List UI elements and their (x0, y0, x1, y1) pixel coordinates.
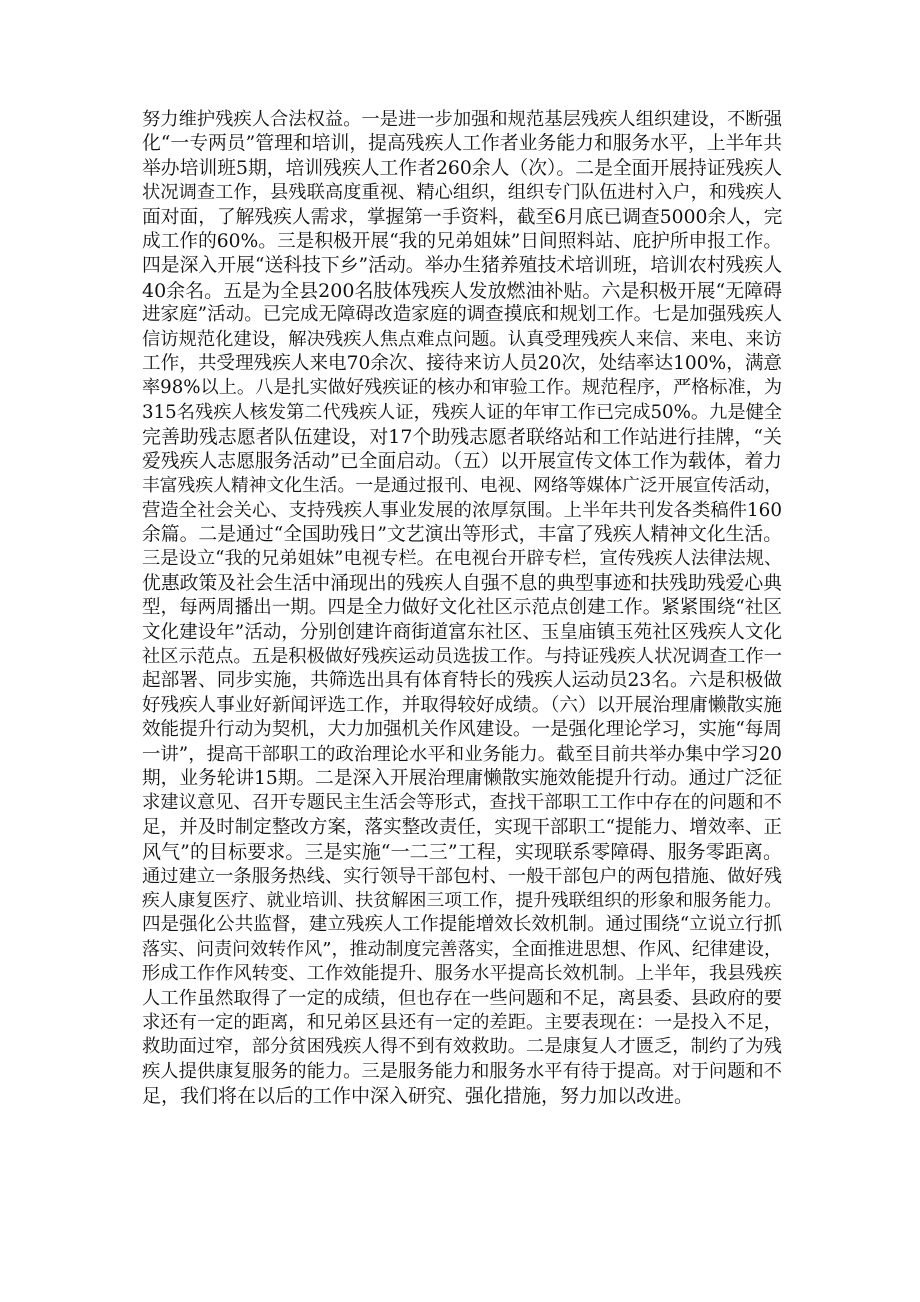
text-line: 丰富残疾人精神文化生活。一是通过报刊、电视、网络等媒体广泛开展宣传活动， (142, 475, 782, 497)
text-line: 型，每两周播出一期。四是全力做好文化社区示范点创建工作。紧紧围绕“社区 (142, 597, 782, 619)
text-line: 率98%以上。八是扎实做好残疾证的核办和审验工作。规范程序，严格标准，为 (142, 377, 782, 399)
text-line: 化“一专两员”管理和培训，提高残疾人工作者业务能力和服务水平，上半年共 (142, 133, 782, 155)
text-line: 优惠政策及社会生活中涌现出的残疾人自强不息的典型事迹和扶残助残爱心典 (142, 572, 782, 594)
text-line: 起部署、同步实施，共筛选出具有体育特长的残疾人运动员23名。六是积极做 (142, 670, 782, 692)
text-line: 四是深入开展“送科技下乡”活动。举办生猪养殖技术培训班，培训农村残疾人 (142, 255, 782, 277)
text-line: 通过建立一条服务热线、实行领导干部包村、一般干部包户的两包措施、做好残 (142, 865, 782, 887)
text-line: 文化建设年”活动，分别创建许商街道富东社区、玉皇庙镇玉苑社区残疾人文化 (142, 621, 782, 643)
text-line: 面对面，了解残疾人需求，掌握第一手资料，截至6月底已调查5000余人，完 (142, 206, 782, 228)
text-line: 好残疾人事业好新闻评选工作，并取得较好成绩。（六）以开展治理庸懒散实施 (142, 694, 782, 716)
text-line: 风气”的目标要求。三是实施“一二三”工程，实现联系零障碍、服务零距离。 (142, 841, 782, 864)
text-line: 形成工作作风转变、工作效能提升、服务水平提高长效机制。上半年，我县残疾 (142, 963, 782, 985)
text-line: 救助面过窄，部分贫困残疾人得不到有效救助。二是康复人才匮乏，制约了为残 (142, 1036, 782, 1058)
text-line: 努力维护残疾人合法权益。一是进一步加强和规范基层残疾人组织建设，不断强 (142, 109, 782, 130)
text-line: 余篇。二是通过“全国助残日”文艺演出等形式，丰富了残疾人精神文化生活。 (142, 523, 782, 545)
text-line: 疾人康复医疗、就业培训、扶贫解困三项工作，提升残联组织的形象和服务能力。 (142, 890, 782, 911)
text-line: 期，业务轮讲15期。二是深入开展治理庸懒散实施效能提升行动。通过广泛征 (142, 767, 782, 789)
text-line: 三是设立“我的兄弟姐妹”电视专栏。在电视台开辟专栏，宣传残疾人法律法规、 (142, 548, 782, 570)
text-line: 成工作的60%。三是积极开展“我的兄弟姐妹”日间照料站、庇护所申报工作。 (142, 231, 782, 253)
text-line: 疾人提供康复服务的能力。三是服务能力和服务水平有待于提高。对于问题和不 (142, 1060, 782, 1082)
text-line: 爱残疾人志愿服务活动”已全面启动。（五）以开展宣传文体工作为载体，着力 (142, 450, 782, 472)
text-line: 315名残疾人核发第二代残疾人证，残疾人证的年审工作已完成50%。九是健全 (142, 401, 782, 423)
text-line: 足，并及时制定整改方案，落实整改责任，实现干部职工“提能力、增效率、正 (142, 816, 782, 838)
text-line: 状况调查工作，县残联高度重视、精心组织，组织专门队伍进村入户，和残疾人 (142, 182, 782, 204)
text-line: 信访规范化建设，解决残疾人焦点难点问题。认真受理残疾人来信、来电、来访 (142, 328, 782, 350)
text-line: 进家庭”活动。已完成无障碍改造家庭的调查摸底和规划工作。七是加强残疾人 (142, 304, 782, 326)
text-line: 社区示范点。五是积极做好残疾运动员选拔工作。与持证残疾人状况调查工作一 (142, 645, 782, 667)
text-line: 一讲”，提高干部职工的政治理论水平和业务能力。截至目前共举办集中学习20 (142, 743, 782, 765)
text-line: 人工作虽然取得了一定的成绩，但也存在一些问题和不足，离县委、县政府的要 (142, 987, 782, 1009)
body-text (142, 108, 782, 1109)
text-line: 40余名。五是为全县200名肢体残疾人发放燃油补贴。六是积极开展“无障碍 (142, 279, 782, 302)
text-line: 工作，共受理残疾人来电70余次、接待来访人员20次，处结率达100%，满意 (142, 353, 782, 375)
text-line: 求还有一定的距离，和兄弟区县还有一定的差距。主要表现在：一是投入不足， (142, 1012, 782, 1034)
text-line: 营造全社会关心、支持残疾人事业发展的浓厚氛围。上半年共刊发各类稿件160 (142, 499, 782, 521)
text-line: 完善助残志愿者队伍建设，对17个助残志愿者联络站和工作站进行挂牌，“关 (142, 426, 782, 449)
text-line: 求建议意见、召开专题民主生活会等形式，查找干部职工工作中存在的问题和不 (142, 792, 782, 814)
text-line: 效能提升行动为契机，大力加强机关作风建设。一是强化理论学习，实施“每周 (142, 719, 782, 741)
text-line: 落实、问责问效转作风”，推动制度完善落实，全面推进思想、作风、纪律建设， (142, 938, 782, 960)
text-line: 足，我们将在以后的工作中深入研究、强化措施，努力加以改进。 (142, 1085, 694, 1108)
text-line: 举办培训班5期，培训残疾人工作者260余人（次）。二是全面开展持证残疾人 (142, 157, 782, 179)
text-line: 四是强化公共监督，建立残疾人工作提能增效长效机制。通过围绕“立说立行抓 (142, 914, 782, 936)
